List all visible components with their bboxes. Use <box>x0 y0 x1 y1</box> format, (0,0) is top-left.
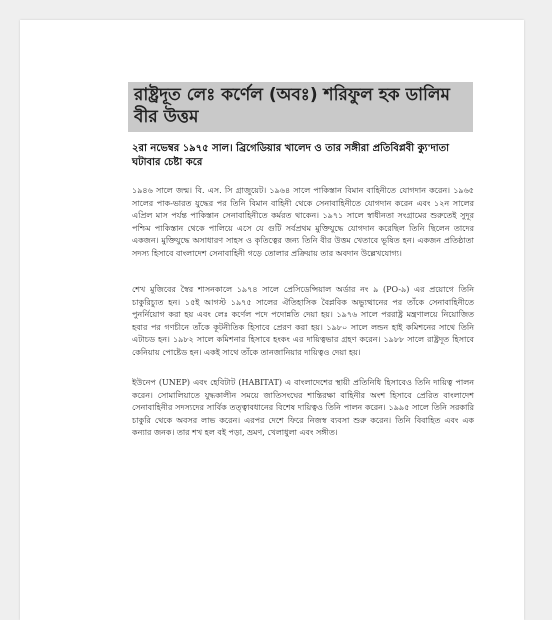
document-subtitle: ২রা নভেম্বর ১৯৭৫ সাল। ব্রিগেডিয়ার খালেদ ও তার সঙ্গীরা প্রতিবিপ্লবী ক্যু'দাতা ঘটাবার চেষ্টা করে <box>132 143 450 168</box>
document-page <box>20 20 524 620</box>
paragraph-career: শেখ মুজিবের স্বৈর শাসনকালে ১৯৭৪ সালে প্রেসিডেন্সিয়াল অর্ডার নং ৯ (PO-৯) এর প্রয়োগে তিনি চাকুরিচ্যুত হন। ১৫ই আগস্ট ১৯৭৫ সালের ঐতিহাসিক বৈপ্লবিক অভ্যুত্থানের পর তাঁকে সেনাবাহিনীতে পুনর্নিয়োগ করা হয় এবং লেঃ কর্ণেল পদে পদোন্নতি দেয়া হয়। ১৯৭৬ সালে পররাষ্ট্র মন্ত্রণালয়ে নিয়োজিত হবার পর গণচীনে তাঁকে কূটনীতিক হিসাবে প্রেরণ করা হয়। ১৯৮০ সালে লন্ডন হাই কমিশনের সাথে তিনি এটাচড হন। ১৯৮২ সালে কমিশনার হিসাবে হংকং এর দায়িত্বভার গ্রহণ করেন। ১৯৮৮ সালে রাষ্ট্রদূত হিসাবে কেনিয়ায় পোষ্টেড হন। একই সাথে তাঁকে তানজানিয়ার দায়িত্বও দেয়া হয়। <box>132 285 474 357</box>
paragraph-biography: ১৯৪৬ সালে জন্ম। বি. এস. সি গ্রাজুয়েট। ১৯৬৪ সালে পাকিস্তান বিমান বাহিনীতে যোগদান করেন। ১৯৬৫ সালের পাক-ভারত যুদ্ধের পর তিনি বিমান বাহিনী থেকে সেনাবাহিনীতে যোগদান করেন এবং ১২ন সালের এপ্রিল মাস পর্যন্ত পাকিস্তান সেনাবাহিনীতে কর্মরত থাকেন। ১৯৭১ সালে স্বাধীনতা সংগ্রামের শুরুতেই সুদূর পশ্চিম পাকিস্তান থেকে পালিয়ে এসে যে গুটি সর্বপ্রথম মুক্তিযুদ্ধে যোগদান করেছিল তিনি ছিলেন তাদের একজন। মুক্তিযুদ্ধে অসাধারণ সাহস ও কৃতিত্বের জন্য তিনি বীর উত্তম খেতাবে ভূষিত হন। একজন প্রতিষ্ঠাতা সদস্য হিসাবে বাংলাদেশ সেনাবাহিনী গড়ে তোলার প্রক্রিয়ায় তার অবদান উল্লেখযোগ্য। <box>132 186 474 258</box>
document-title: রাষ্ট্রদূত লেঃ কর্ণেল (অবঃ) শরিফুল হক ডালিম বীর উত্তম <box>128 82 473 132</box>
paragraph-later-life: ইউনেপ (UNEP) এবং হেবিটাট (HABITAT) এ বাংলাদেশের স্থায়ী প্রতিনিধি হিসাবেও তিনি দায়িত্ব পালন করেন। সোমালিয়াতে যুদ্ধকালীন সময়ে জাতিসংঘের শান্তিরক্ষা বাহিনীর অংশ হিসাবে প্রেরিত বাংলাদেশ সেনাবাহিনীর সদস্যদের সার্বিক তত্ত্বাবধানের বিশেষ দায়িত্বও তিনি পালন করেন। ১৯৯৫ সালে তিনি সরকারি চাকুরি থেকে অবসর লাভ করেন। এরপর দেশে ফিরে নিজস্ব ব্যবসা শুরু করেন। তিনি বিবাহিত এবং এক কন্যার জনক। তার শখ হল বই পড়া, ভ্রমণ, খেলাধুলা এবং সঙ্গীত। <box>132 378 474 437</box>
